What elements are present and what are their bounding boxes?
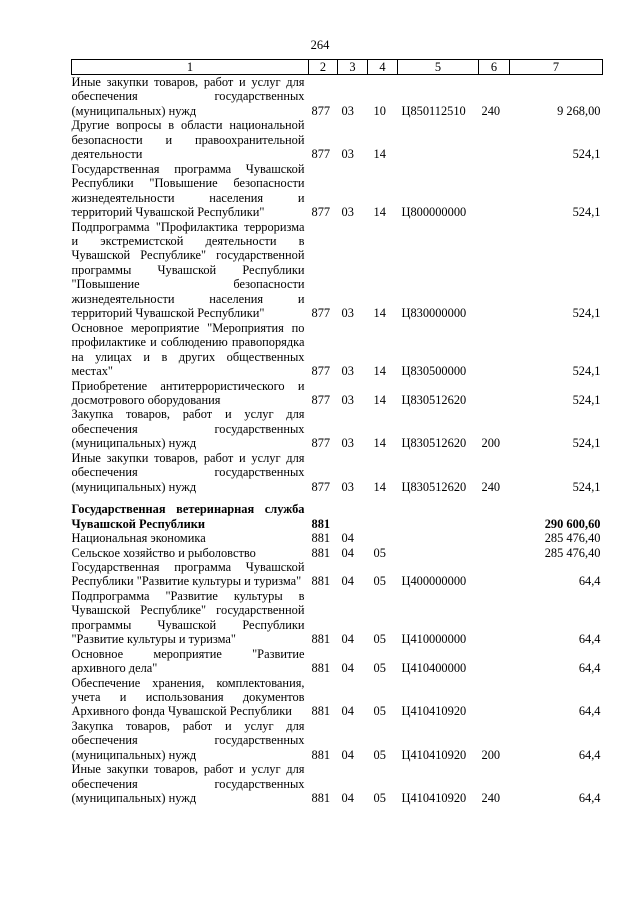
subsection-code: 05 (373, 791, 386, 806)
amount: 524,1 (572, 436, 601, 451)
ministry-code: 881 (311, 545, 331, 560)
subsection-code: 05 (373, 545, 386, 560)
subsection-code: 14 (373, 392, 386, 407)
table-row (72, 75, 603, 119)
expense-type-code (479, 546, 510, 560)
item-name: Национальная экономика (71, 531, 206, 546)
expense-type-code (479, 162, 510, 220)
header-cell: 6 (479, 60, 510, 75)
section-code: 04 (341, 545, 354, 560)
amount: 524,1 (572, 479, 601, 494)
table-row (72, 546, 603, 560)
target-article-code (398, 502, 479, 531)
expense-type-code (479, 676, 510, 719)
ministry-code: 881 (311, 791, 331, 806)
item-name: Иные закупки товаров, работ и услуг для обеспечения государственных (муниципальных) нужд (71, 450, 305, 494)
table-row (72, 762, 603, 805)
expense-type-code (479, 118, 510, 161)
item-name: Подпрограмма "Профилактика терроризма и экстремистской деятельности в Чувашской Республике" государственной программы Чувашской Республики "Повышение безопасности жизнедеятельности населения и территорий Чувашской Республики" (71, 219, 305, 321)
target-article-code: Ц800000000 (401, 205, 467, 220)
header-cell: 2 (309, 60, 338, 75)
subsection-code: 14 (373, 147, 386, 162)
subsection-code: 05 (373, 661, 386, 676)
table-row (72, 220, 603, 321)
item-name: Иные закупки товаров, работ и услуг для обеспечения государственных (муниципальных) нужд (71, 75, 305, 118)
section-code: 03 (341, 436, 354, 451)
table-row (72, 379, 603, 408)
item-name: Основное мероприятие "Развитие архивного дела" (71, 646, 305, 676)
target-article-code (398, 118, 479, 161)
section-code: 04 (341, 661, 354, 676)
item-name: Государственная программа Чувашской Республики "Развитие культуры и туризма" (71, 559, 305, 589)
expense-type-code: 240 (481, 479, 501, 494)
subsection-code: 05 (373, 632, 386, 647)
expense-type-code: 240 (481, 791, 501, 806)
subsection-code: 14 (373, 205, 386, 220)
header-cell: 7 (510, 60, 603, 75)
subsection-code: 05 (373, 574, 386, 589)
item-name: Сельское хозяйство и рыболовство (71, 545, 256, 560)
table-row (72, 502, 603, 531)
expense-type-code (479, 502, 510, 531)
amount: 9 268,00 (557, 103, 601, 118)
table-row (72, 589, 603, 647)
subsection-code: 14 (373, 479, 386, 494)
ministry-code: 877 (311, 103, 331, 118)
target-article-code: Ц830512620 (401, 436, 467, 451)
table-row (72, 560, 603, 589)
ministry-code: 881 (311, 632, 331, 647)
section-code: 04 (341, 791, 354, 806)
expense-type-code (479, 321, 510, 379)
target-article-code: Ц830512620 (401, 479, 467, 494)
ministry-code: 877 (311, 364, 331, 379)
section-code: 04 (341, 632, 354, 647)
target-article-code: Ц400000000 (401, 574, 467, 589)
item-name: Обеспечение хранения, комплектования, учета и использования документов Архивного фонда Чувашской Республики (71, 675, 305, 719)
table-row (72, 451, 603, 494)
amount: 524,1 (572, 205, 601, 220)
expense-type-code (479, 647, 510, 676)
section-code (338, 502, 368, 531)
ministry-code: 881 (311, 747, 331, 762)
ministry-code: 881 (311, 704, 331, 719)
amount: 64,4 (578, 791, 601, 806)
amount: 524,1 (572, 364, 601, 379)
section-code: 03 (341, 479, 354, 494)
table-row (72, 321, 603, 379)
expense-type-code (479, 220, 510, 321)
table-row (72, 407, 603, 450)
page-number: 264 (310, 38, 330, 52)
expense-type-code: 200 (481, 747, 501, 762)
header-cell: 1 (72, 60, 309, 75)
target-article-code: Ц850112510 (401, 103, 466, 118)
amount: 64,4 (578, 661, 601, 676)
item-name: Государственная ветеринарная служба Чувашской Республики (71, 502, 305, 531)
ministry-code: 877 (311, 205, 331, 220)
subsection-code (368, 531, 398, 545)
section-code: 03 (341, 306, 354, 321)
subsection-code: 05 (373, 747, 386, 762)
table-row (72, 118, 603, 161)
header-cell: 4 (368, 60, 398, 75)
item-name: Приобретение антитеррористического и досмотрового оборудования (71, 378, 305, 407)
section-code: 04 (341, 747, 354, 762)
subsection-code: 10 (373, 103, 386, 118)
target-article-code (398, 546, 479, 560)
item-name: Другие вопросы в области национальной безопасности и правоохранительной деятельности (71, 118, 305, 162)
target-article-code: Ц830000000 (401, 306, 467, 321)
target-article-code: Ц410000000 (401, 632, 467, 647)
section-code: 04 (341, 704, 354, 719)
subsection-code: 14 (373, 306, 386, 321)
amount: 524,1 (572, 147, 601, 162)
subsection-code: 14 (373, 364, 386, 379)
amount: 285 476,40 (544, 545, 601, 560)
amount: 290 600,60 (544, 516, 601, 531)
table-row (72, 719, 603, 762)
ministry-code: 877 (311, 436, 331, 451)
table-row (72, 531, 603, 545)
item-name: Основное мероприятие "Мероприятия по профилактике и соблюдению правопорядка на улицах и в других общественных местах" (71, 320, 305, 379)
header-row (72, 60, 603, 75)
expense-type-code (479, 560, 510, 589)
target-article-code: Ц410410920 (401, 791, 467, 806)
subsection-code: 05 (373, 704, 386, 719)
item-name: Закупка товаров, работ и услуг для обеспечения государственных (муниципальных) нужд (71, 407, 305, 451)
ministry-code: 877 (311, 147, 331, 162)
section-code: 04 (341, 574, 354, 589)
amount: 64,4 (578, 704, 601, 719)
section-code: 04 (341, 531, 354, 546)
item-name: Подпрограмма "Развитие культуры в Чувашской Республике" государственной программы Чувашской Республики "Развитие культуры и туризма" (71, 588, 305, 647)
table-row (72, 162, 603, 220)
ministry-code: 877 (311, 392, 331, 407)
amount: 64,4 (578, 632, 601, 647)
budget-table (71, 59, 603, 806)
ministry-code: 877 (311, 479, 331, 494)
amount: 524,1 (572, 306, 601, 321)
target-article-code (398, 531, 479, 545)
section-code: 03 (341, 205, 354, 220)
section-code: 03 (341, 364, 354, 379)
expense-type-code (479, 589, 510, 647)
expense-type-code (479, 379, 510, 408)
section-code: 03 (341, 103, 354, 118)
target-article-code: Ц410410920 (401, 747, 467, 762)
section-code: 03 (341, 147, 354, 162)
target-article-code: Ц830500000 (401, 364, 467, 379)
table-row (72, 676, 603, 719)
table-body (72, 75, 603, 806)
item-name: Закупка товаров, работ и услуг для обеспечения государственных (муниципальных) нужд (71, 718, 305, 762)
amount: 524,1 (572, 392, 601, 407)
ministry-code: 881 (311, 574, 331, 589)
expense-type-code (479, 531, 510, 545)
section-code: 03 (341, 392, 354, 407)
expense-type-code: 240 (481, 103, 501, 118)
subsection-code (368, 502, 398, 531)
expense-type-code: 200 (481, 436, 501, 451)
ministry-code: 877 (311, 306, 331, 321)
target-article-code: Ц410400000 (401, 661, 467, 676)
target-article-code: Ц410410920 (401, 704, 467, 719)
header-cell: 3 (338, 60, 368, 75)
ministry-code: 881 (311, 516, 331, 531)
subsection-code: 14 (373, 436, 386, 451)
target-article-code: Ц830512620 (401, 392, 467, 407)
item-name: Государственная программа Чувашской Республики "Повышение безопасности жизнедеятельности населения и территорий Чувашской Республики" (71, 161, 305, 220)
amount: 64,4 (578, 747, 601, 762)
header-cell: 5 (398, 60, 479, 75)
ministry-code: 881 (311, 531, 331, 546)
table-row (72, 647, 603, 676)
spacer-row (72, 494, 603, 502)
item-name: Иные закупки товаров, работ и услуг для обеспечения государственных (муниципальных) нужд (71, 762, 305, 806)
amount: 64,4 (578, 574, 601, 589)
ministry-code: 881 (311, 661, 331, 676)
amount: 285 476,40 (544, 531, 601, 546)
